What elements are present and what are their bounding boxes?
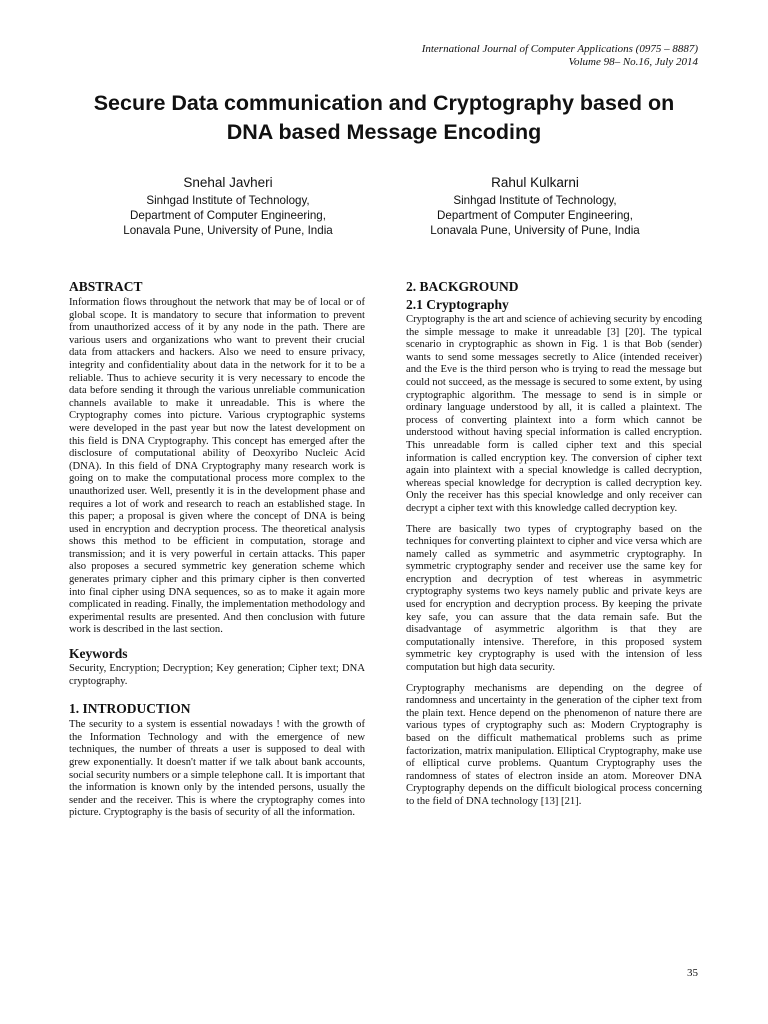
author-department: Department of Computer Engineering, (130, 209, 326, 222)
introduction-text: The security to a system is essential nowadays ! with the growth of the Information Technology and with the emergence of new techniques, the number of threats a user is supposed to deal with grew exponentially. It doesn't matter if we talk about bank accounts, social security numbers or a simple telephone call. It is important that the information is known only by the intended persons, usually the sender and the receiver. This is where the cryptography comes into picture. Cryptography is the basis of security of all the information. (69, 719, 365, 819)
title-line-2: DNA based Message Encoding (226, 120, 542, 144)
author-location: Lonavala Pune, University of Pune, India (123, 224, 333, 237)
background-paragraph-3: Cryptography mechanisms are depending on the degree of randomness and uncertainty in the generation of the cipher text from the plain text. Hence depend on the phenomenon of nature there are various types of cryptography such as: Modern Cryptography is based on the difficult mathematical problems such as prime factorization, matrix manipulation. Elliptical Cryptography, make use of elliptical curve problems. Quantum Cryptography uses the randomness of states of electron inside an atom. Moreover DNA Cryptography depends on the difficult biological process concerning to the field of DNA technology [13] [21]. (406, 682, 702, 807)
cryptography-subheading: 2.1 Cryptography (406, 297, 509, 312)
abstract-heading: ABSTRACT (69, 279, 143, 294)
abstract-text: Information flows throughout the network that may be of local or of global scope. It is mandatory to secure that information to prevent from unauthorized access of it by any node in the path. There are various users and organizations who want to prevent their crucial data from attackers and hackers. Also we need to ensure privacy, integrity and confidentiality about data in the network for it to be a reliable. Thus to achieve security it is very necessary to encode the data before sending it through the various unreliable communication channels available to make it unreadable. This is where the Cryptography comes into picture. Various cryptographic systems were developed in the past year but now the latest development on this field is DNA Cryptography. This concept has emerged after the disclosure of computational ability of Deoxyribo Nucleic Acid (DNA). In this field of DNA Cryptography many research work is going on to make the computational process more complex to the unauthorized user. Well, presently it is in the development phase and requires a lot of work and research to reach an established stage. In this paper; a proposal is given where the concept of DNA is being used in encryption and decryption process. The theoretical analysis shows this method to be efficient in computation, storage and transmission; and it is very powerful in certain attacks. This paper also proposes a secured symmetric key generation scheme which generates primary cipher and this primary cipher is then converted into final cipher using DNA sequences, so as to make it again more complicated in reading. Finally, the implementation methodology and experimental results are presented. And then conclusion with future work is described in the last section. (69, 297, 365, 636)
author-block-1 (78, 174, 378, 238)
right-column (406, 279, 702, 809)
author-location: Lonavala Pune, University of Pune, India (430, 224, 640, 237)
journal-volume: Volume 98– No.16, July 2014 (568, 56, 698, 68)
journal-header (422, 43, 698, 69)
keywords-heading: Keywords (69, 646, 128, 662)
author-block-2 (385, 174, 685, 238)
journal-name: International Journal of Computer Applications (0975 – 8887) (421, 43, 698, 55)
author-department: Department of Computer Engineering, (437, 209, 633, 222)
background-heading: 2. BACKGROUND (406, 279, 519, 294)
keywords-text: Security, Encryption; Decryption; Key generation; Cipher text; DNA cryptography. (69, 663, 365, 687)
author-name: Snehal Javheri (183, 175, 273, 190)
author-affiliation: Sinhgad Institute of Technology, (146, 194, 310, 207)
title-line-1: Secure Data communication and Cryptography based on (93, 91, 675, 115)
background-paragraph-1: Cryptography is the art and science of achieving security by encoding the simple message to make it unreadable [3] [20]. The typical scenario in cryptographic as shown in Fig. 1 is that Bob (sender) wants to send some messages secretly to Alice (intended receiver) and the Eve is the third person who is trying to read the message but could not succeed, as the message is secured to some extent, by using cryptographic algorithm. The message to send is in simple or ordinary language understood by all, it is called a plaintext. The process of converting plaintext into a form which cannot be understood without having special information is called encryption. This unreadable form is called cipher text and this special information is called encryption key. The conversion of cipher text again into plaintext with a special knowledge is called decryption, whereas special knowledge for decryption is called decryption key. Only the receiver has this special knowledge and only receiver can decrypt a cipher text with this knowledge called decryption key. (406, 314, 702, 514)
paper-title (40, 89, 728, 147)
left-column (69, 279, 365, 820)
author-affiliation: Sinhgad Institute of Technology, (453, 194, 617, 207)
introduction-heading: 1. INTRODUCTION (69, 701, 191, 717)
page-number: 35 (687, 967, 698, 979)
background-paragraph-2: There are basically two types of cryptography based on the techniques for converting plaintext to cipher and vice versa which are namely called as symmetric and asymmetric cryptography. In symmetric cryptography sender and receiver use the same key for encryption and decryption of test whereas in asymmetric cryptography systems two keys namely public and private keys are used for encryption and decryption process. By keeping the private key safe, you can assure that the data remain safe. But the disadvantage of asymmetric algorithm is that they are computationally intensive. Therefore, in this proposed system symmetric key cryptography is used with the intension of less computation but high data security. (406, 523, 702, 674)
author-name: Rahul Kulkarni (491, 175, 579, 190)
